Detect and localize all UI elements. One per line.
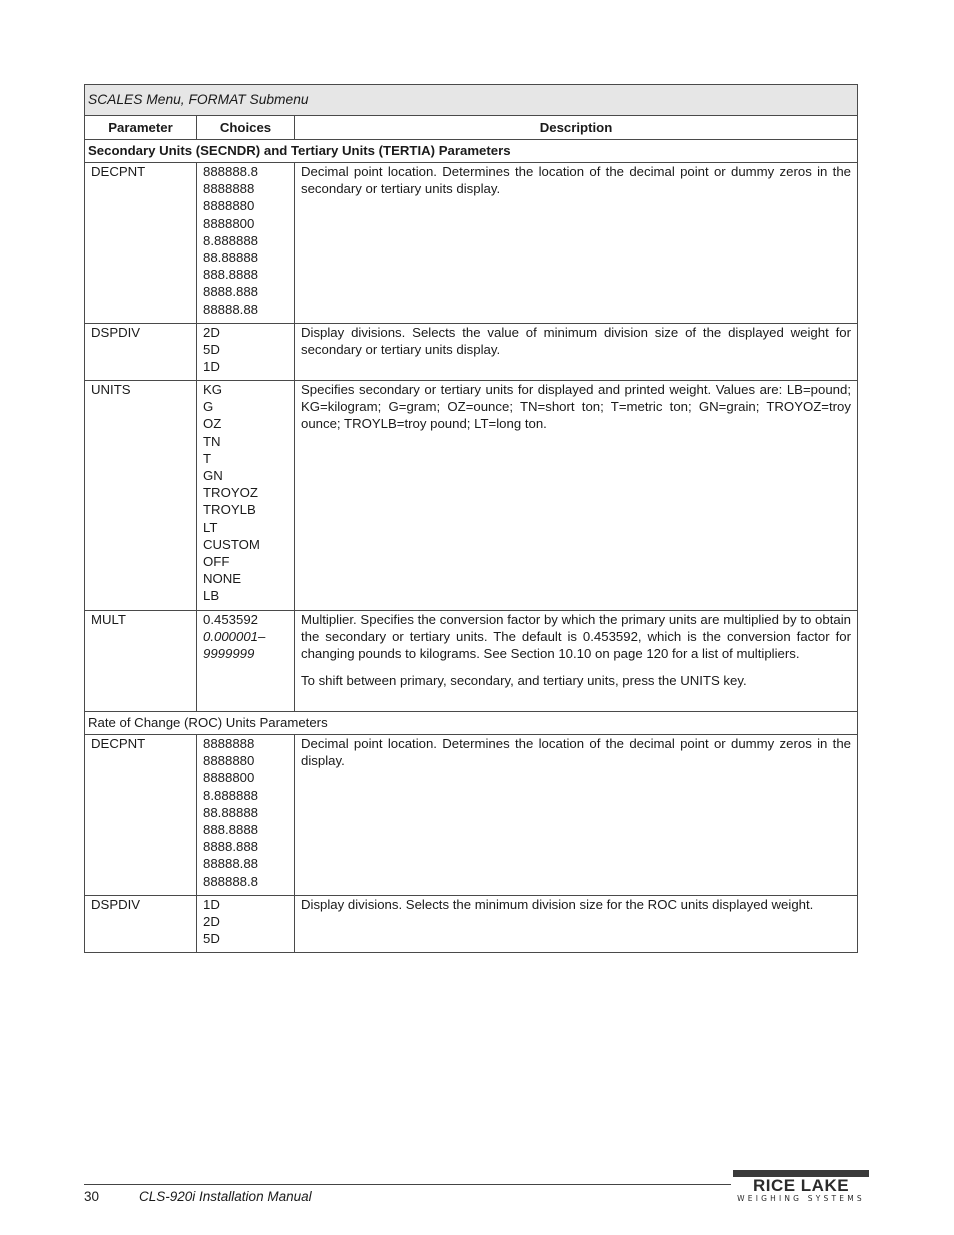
description-text: Display divisions. Selects the value of minimum division size of the displayed weight for secondary or tertiary units display. [301,325,851,358]
choice-value: T [203,450,212,466]
manual-title: CLS-920i Installation Manual [139,1189,312,1204]
choice-range: 0.000001– [203,629,266,645]
rice-lake-logo [733,1170,869,1204]
choice-value: 5D [203,931,220,947]
table-title-row [85,85,858,116]
section-row-secondary-tertiary [85,140,858,163]
parameter-name: MULT [85,611,197,712]
choices-cell [197,381,295,611]
logo-sub-text: WEIGHING SYSTEMS [737,1194,865,1203]
choice-value: 1D [203,359,220,375]
choice-value: 8888888 [203,736,255,751]
choice-value: LB [203,588,220,604]
parameter-name: DSPDIV [85,896,197,953]
choice-value: 8888800 [203,215,255,231]
choice-value: LT [203,519,218,535]
choice-value: 888.8888 [203,822,259,838]
description-cell [295,381,858,611]
parameter-name: DECPNT [85,735,197,896]
choice-value: KG [203,382,223,397]
logo-main-text: RICE LAKE [752,1176,850,1195]
description-cell [295,324,858,381]
parameter-name: DSPDIV [85,324,197,381]
parameter-name: DECPNT [85,163,197,324]
choice-value: GN [203,468,223,484]
header-choices: Choices [197,116,295,140]
choice-value: 88888.88 [203,856,259,872]
choice-value: 1D [203,897,220,912]
choice-value: 88888.88 [203,301,259,317]
section-title: Secondary Units (SECNDR) and Tertiary Units (TERTIA) Parameters [85,140,858,163]
choice-value: 5D [203,342,220,358]
table-row [85,735,858,896]
description-text: Specifies secondary or tertiary units for displayed and printed weight. Values are: LB=pound; KG=kilogram; G=gram; OZ=ounce; TN=short ton; T=metric ton; GN=grain; TROYOZ=troy ounce; TROYLB=troy pound; LT=long ton. [301,382,851,432]
choice-value: 8888888 [203,181,255,197]
header-description: Description [295,116,858,140]
choice-value: 8888880 [203,753,255,769]
choice-value: OFF [203,554,230,570]
header-parameter: Parameter [85,116,197,140]
table-row [85,163,858,324]
choice-value: NONE [203,571,242,587]
choice-value: 88.88888 [203,250,259,266]
description-cell [295,163,858,324]
section-row-roc [85,712,858,735]
parameter-name: UNITS [85,381,197,611]
page-number: 30 [84,1189,100,1204]
description-text: Display divisions. Selects the minimum division size for the ROC units displayed weight. [301,897,814,912]
choices-cell [197,611,295,712]
choice-value: 0.453592 [203,612,259,627]
choice-value: 8.888888 [203,232,259,248]
choice-value: 8888.888 [203,284,259,300]
choice-value: CUSTOM [203,536,260,552]
choice-value: 2D [203,914,220,930]
choices-cell [197,896,295,953]
table-row [85,611,858,712]
choice-value: 88.88888 [203,804,259,820]
choices-cell [197,324,295,381]
choice-value: TN [203,433,221,449]
choice-value: 8888.888 [203,839,259,855]
choices-cell [197,735,295,896]
footer-rule [84,1184,731,1185]
parameter-table [84,84,858,953]
description-cell [295,896,858,953]
choice-value: TROYLB [203,502,256,518]
choice-value: 2D [203,325,220,340]
description-cell [295,735,858,896]
choice-range: 9999999 [203,646,255,662]
choices-cell [197,163,295,324]
choice-value: OZ [203,416,222,432]
description-cell [295,611,858,712]
choice-value: TROYOZ [203,485,258,501]
choice-value: 8888880 [203,198,255,214]
description-text: Decimal point location. Determines the location of the decimal point or dummy zeros in the display. [301,736,851,769]
choice-value: 888.8888 [203,267,259,283]
column-header-row [85,116,858,140]
choice-value: 8.888888 [203,787,259,803]
table-row [85,324,858,381]
description-text: Decimal point location. Determines the location of the decimal point or dummy zeros in the secondary or tertiary units display. [301,164,851,197]
description-text: Multiplier. Specifies the conversion factor by which the primary units are multiplied by to obtain the secondary or tertiary units. The default is 0.453592, which is the conversion factor for changing pounds to kilograms. See Section 10.10 on page 120 for a list of multipliers. [301,612,851,662]
table-row [85,381,858,611]
table-title: SCALES Menu, FORMAT Submenu [85,85,858,116]
choice-value: 888888.8 [203,873,259,889]
choice-value: 8888800 [203,770,255,786]
section-title: Rate of Change (ROC) Units Parameters [85,712,858,735]
table-row [85,896,858,953]
choice-value: 888888.8 [203,164,259,179]
description-text: To shift between primary, secondary, and tertiary units, press the UNITS key. [301,672,747,688]
choice-value: G [203,399,214,415]
